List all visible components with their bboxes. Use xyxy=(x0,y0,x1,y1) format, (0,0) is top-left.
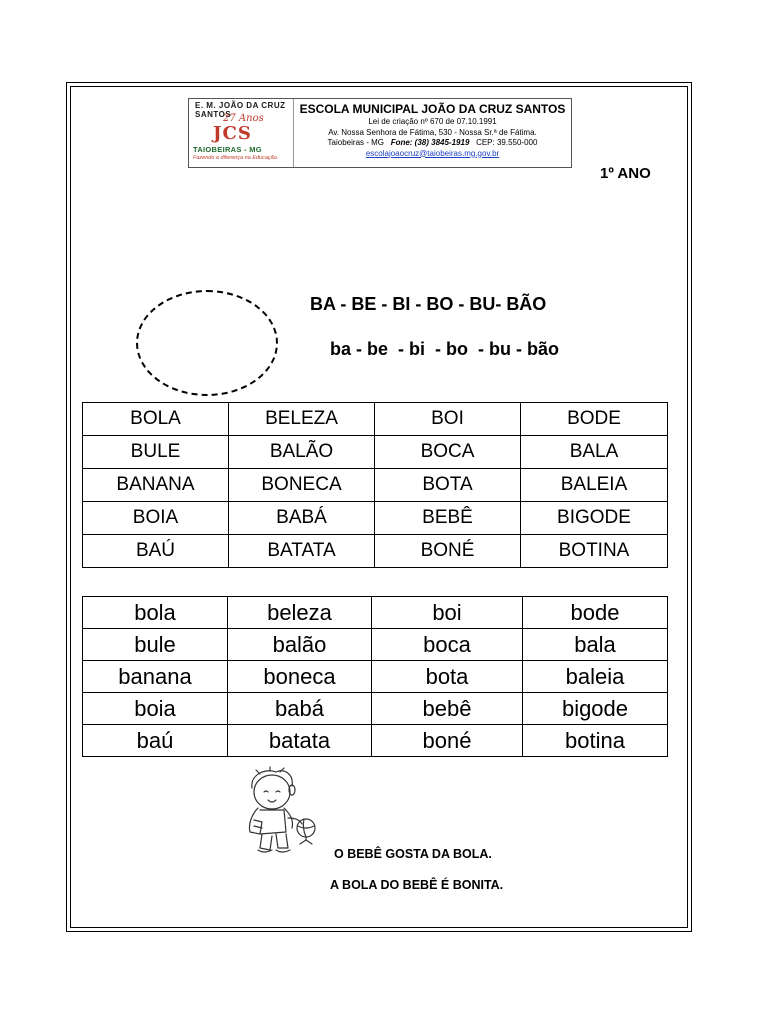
table-row xyxy=(83,535,668,568)
word-cell: BATATA xyxy=(229,535,375,568)
syllables-lowercase: ba - be - bi - bo - bu - bão xyxy=(330,339,559,359)
syllables-uppercase: BA - BE - BI - BO - BU- BÃO xyxy=(310,294,547,314)
word-cell: baleia xyxy=(523,661,668,693)
table-row xyxy=(83,403,668,436)
word-cell: batata xyxy=(228,725,372,757)
word-cell: BALA xyxy=(521,436,668,469)
word-cell: botina xyxy=(523,725,668,757)
sentence-2: A BOLA DO BEBÊ É BONITA. xyxy=(330,878,504,892)
word-cell: balão xyxy=(228,629,372,661)
word-cell: BANANA xyxy=(83,469,229,502)
word-cell: BOCA xyxy=(375,436,521,469)
word-cell: BOI xyxy=(375,403,521,436)
word-cell: boné xyxy=(372,725,523,757)
word-cell: BULE xyxy=(83,436,229,469)
word-cell: bebê xyxy=(372,693,523,725)
word-cell: BEBÊ xyxy=(375,502,521,535)
school-name: ESCOLA MUNICIPAL JOÃO DA CRUZ SANTOS xyxy=(299,102,566,116)
word-cell: BELEZA xyxy=(229,403,375,436)
word-cell: BODE xyxy=(521,403,668,436)
word-cell: banana xyxy=(83,661,228,693)
word-cell: bigode xyxy=(523,693,668,725)
school-header xyxy=(188,98,572,168)
word-cell: babá xyxy=(228,693,372,725)
table-row xyxy=(83,436,668,469)
seal-city: TAIOBEIRAS - MG xyxy=(193,145,262,154)
phone: Fone: (38) 3845-1919 xyxy=(390,138,470,147)
word-cell: bota xyxy=(372,661,523,693)
word-cell: BALEIA xyxy=(521,469,668,502)
city-line: Taiobeiras - MG xyxy=(327,138,385,147)
child-with-ball-icon xyxy=(230,766,326,858)
word-cell: BOIA xyxy=(83,502,229,535)
word-cell: boneca xyxy=(228,661,372,693)
school-seal-logo xyxy=(189,99,294,167)
word-cell: BAÚ xyxy=(83,535,229,568)
word-cell: bala xyxy=(523,629,668,661)
sentence-1: O BEBÊ GOSTA DA BOLA. xyxy=(334,847,492,861)
table-row xyxy=(83,629,668,661)
word-cell: BOTA xyxy=(375,469,521,502)
word-cell: baú xyxy=(83,725,228,757)
address-line: Av. Nossa Senhora de Fátima, 530 - Nossa Sr.ª de Fátima. xyxy=(328,127,537,137)
seal-motto: Fazendo a diferença na Educação. xyxy=(193,155,279,161)
table-row xyxy=(83,693,668,725)
word-cell: BONÉ xyxy=(375,535,521,568)
word-cell: bode xyxy=(523,597,668,629)
lowercase-word-table xyxy=(82,596,668,757)
word-cell: boia xyxy=(83,693,228,725)
seal-arc-text: E. M. JOÃO DA CRUZ SANTOS xyxy=(195,101,286,119)
school-info xyxy=(294,99,571,167)
seal-logo-letters: JCS xyxy=(213,123,252,144)
word-cell: boi xyxy=(372,597,523,629)
word-cell: BABÁ xyxy=(229,502,375,535)
law-line: Lei de criação nº 670 de 07.10.1991 xyxy=(368,117,497,126)
seal-years: 27 Anos xyxy=(223,113,264,124)
contact-line xyxy=(294,138,571,149)
table-row xyxy=(83,661,668,693)
table-row xyxy=(83,725,668,757)
school-email-link[interactable]: escolajoaocruz@taiobeiras.mg.gov.br xyxy=(365,148,500,158)
word-cell: bule xyxy=(83,629,228,661)
word-cell: beleza xyxy=(228,597,372,629)
table-row xyxy=(83,469,668,502)
dashed-drawing-area xyxy=(136,290,278,396)
word-cell: BIGODE xyxy=(521,502,668,535)
word-cell: BALÃO xyxy=(229,436,375,469)
word-cell: bola xyxy=(83,597,228,629)
uppercase-word-table xyxy=(82,402,668,568)
word-cell: BOLA xyxy=(83,403,229,436)
grade-label: 1º ANO xyxy=(600,165,651,182)
word-cell: BOTINA xyxy=(521,535,668,568)
word-cell: BONECA xyxy=(229,469,375,502)
table-row xyxy=(83,597,668,629)
table-row xyxy=(83,502,668,535)
word-cell: boca xyxy=(372,629,523,661)
cep: CEP: 39.550-000 xyxy=(476,138,538,147)
